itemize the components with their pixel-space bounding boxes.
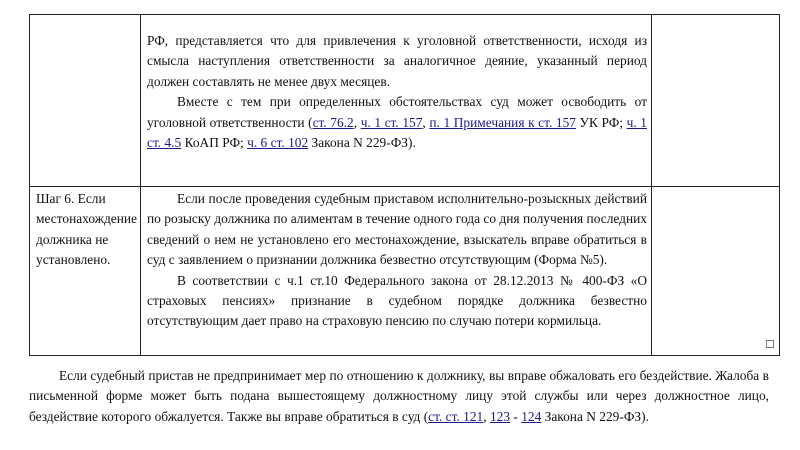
text: Закона N 229-ФЗ). (308, 135, 416, 151)
table-row (30, 187, 780, 356)
step-label: Шаг 6. Если местонахождение должника не установлено. (36, 191, 138, 268)
paragraph (147, 92, 647, 153)
law-link[interactable]: ст. 76.2 (312, 114, 354, 130)
text: Закона N 229-ФЗ). (541, 408, 649, 424)
table-cell-step (30, 187, 141, 356)
table-row (30, 15, 780, 187)
paragraph: В соответствии с ч.1 ст.10 Федерального закона от 28.12.2013 № 400-ФЗ «О страховых пенсиях» признание в судебном порядке должника безвестно отсутствующим дает право на страховую пенсию по случаю потери кормильца. (147, 272, 647, 329)
table-cell-notes (652, 15, 780, 187)
text: Вместе с тем при определенных обстоятельствах суд может освободить от уголовной ответственности ( (147, 94, 647, 130)
body-paragraph (29, 366, 769, 427)
text: - (510, 408, 522, 424)
text: , (483, 408, 490, 424)
text: , (353, 114, 361, 130)
law-link[interactable]: 124 (521, 408, 542, 424)
paragraph: Если после проведения судебным приставом исполнительно-розыскных действий по розыску должника по алиментам в течение одного года со дня получения последних сведений о нем не установлено его местонахождение, взыскатель вправе обратиться в суд с заявлением о признании должника безвестно отсутствующим (Форма №5). (147, 191, 647, 268)
law-link[interactable]: ч. 6 ст. 102 (247, 135, 309, 151)
table-cell-description (141, 15, 652, 187)
text: КоАП РФ; (181, 135, 248, 151)
law-link[interactable]: ч. 1 ст. 157 (360, 114, 423, 130)
text: , (422, 114, 430, 130)
law-link[interactable]: ст. ст. 121 (428, 408, 484, 424)
table-cell-description (141, 187, 652, 356)
law-link[interactable]: ч. 1 ст. 4.5 (147, 114, 647, 151)
steps-table (29, 14, 780, 356)
paragraph: РФ, представляется что для привлечения к уголовной ответственности, исходя из смысла наступления ответственности за аналогичное деяние, указанный период должен составлять не менее двух месяцев. (147, 33, 647, 89)
table-cell-notes (652, 187, 780, 356)
law-link[interactable]: 123 (489, 408, 511, 424)
law-link[interactable]: п. 1 Примечания к ст. 157 (429, 114, 576, 130)
table-cell-step (30, 15, 141, 187)
table-resize-handle[interactable] (766, 340, 774, 348)
text: УК РФ; (575, 114, 627, 130)
text: Если судебный пристав не предпринимает мер по отношению к должнику, вы вправе обжаловать его бездействие. Жалоба в письменной форме может быть подана вышестоящему должностному лицу этой службы или через должностное лицо, бездействие которого обжалуется. Также вы вправе обратиться в суд ( (29, 368, 769, 424)
